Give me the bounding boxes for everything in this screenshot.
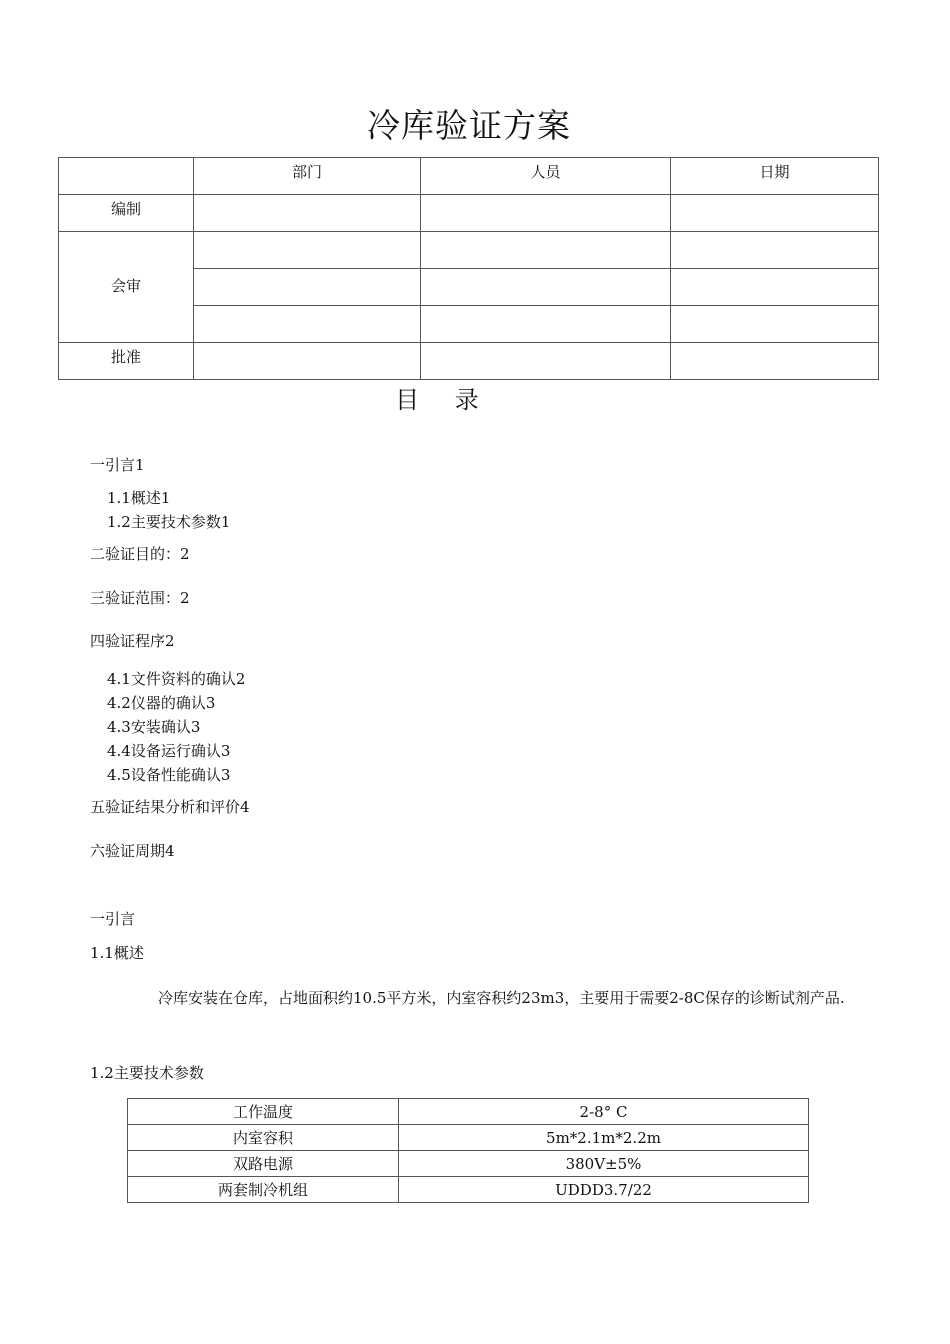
- parameters-row: [128, 1125, 809, 1151]
- parameter-name: 内室容积: [128, 1125, 399, 1151]
- approval-label-approve: 批准: [59, 343, 194, 380]
- section-heading-intro: 一引言: [90, 910, 136, 928]
- parameter-name: 工作温度: [128, 1099, 399, 1125]
- parameters-row: [128, 1099, 809, 1125]
- approval-table: [58, 157, 879, 380]
- toc-item: 4.4设备运行确认3: [107, 742, 231, 760]
- subsection-heading-overview: 1.1概述: [90, 944, 144, 962]
- approval-cell: [194, 343, 421, 380]
- parameter-value: 380V±5%: [399, 1151, 809, 1177]
- toc-item: 1.1概述1: [107, 489, 171, 507]
- toc-item: 四验证程序2: [90, 632, 175, 650]
- approval-cell: [671, 195, 879, 232]
- toc-item: 1.2主要技术参数1: [107, 513, 231, 531]
- approval-cell: [421, 343, 671, 380]
- parameter-value: 5m*2.1m*2.2m: [399, 1125, 809, 1151]
- parameter-value: 2-8° C: [399, 1099, 809, 1125]
- approval-header-row: [59, 158, 879, 195]
- approval-cell: [671, 232, 879, 269]
- overview-paragraph: 冷库安装在仓库，占地面积约10.5平方米，内室容积约23m3，主要用于需要2-8C保存的诊断试剂产品.: [158, 989, 845, 1007]
- parameter-value: UDDD3.7/22: [399, 1177, 809, 1203]
- approval-header-date: 日期: [671, 158, 879, 195]
- approval-cell: [671, 269, 879, 306]
- toc-item: 4.1文件资料的确认2: [107, 670, 246, 688]
- toc-item: 4.3安装确认3: [107, 718, 201, 736]
- toc-item: 一引言1: [90, 456, 145, 474]
- approval-cell: [671, 343, 879, 380]
- approval-header-person: 人员: [421, 158, 671, 195]
- toc-item: 4.5设备性能确认3: [107, 766, 231, 784]
- approval-cell: [421, 306, 671, 343]
- approval-cell: [671, 306, 879, 343]
- toc-title: 目 录: [395, 386, 493, 414]
- approval-row-prepare: [59, 195, 879, 232]
- toc-item: 三验证范围：2: [90, 589, 190, 607]
- toc-item: 六验证周期4: [90, 842, 175, 860]
- approval-cell: [194, 269, 421, 306]
- approval-header-blank: [59, 158, 194, 195]
- parameters-row: [128, 1177, 809, 1203]
- parameters-row: [128, 1151, 809, 1177]
- approval-label-prepare: 编制: [59, 195, 194, 232]
- subsection-heading-parameters: 1.2主要技术参数: [90, 1064, 204, 1082]
- toc-item: 五验证结果分析和评价4: [90, 798, 250, 816]
- approval-cell: [421, 195, 671, 232]
- approval-header-department: 部门: [194, 158, 421, 195]
- approval-cell: [194, 195, 421, 232]
- parameters-table: [127, 1098, 809, 1203]
- document-title: 冷库验证方案: [367, 106, 571, 145]
- parameter-name: 双路电源: [128, 1151, 399, 1177]
- toc-item: 二验证目的：2: [90, 545, 190, 563]
- parameter-name: 两套制冷机组: [128, 1177, 399, 1203]
- approval-row-review: [59, 232, 879, 269]
- approval-cell: [421, 232, 671, 269]
- approval-label-review: 会审: [59, 232, 194, 343]
- approval-cell: [421, 269, 671, 306]
- approval-row-approve: [59, 343, 879, 380]
- toc-item: 4.2仪器的确认3: [107, 694, 216, 712]
- approval-cell: [194, 232, 421, 269]
- approval-cell: [194, 306, 421, 343]
